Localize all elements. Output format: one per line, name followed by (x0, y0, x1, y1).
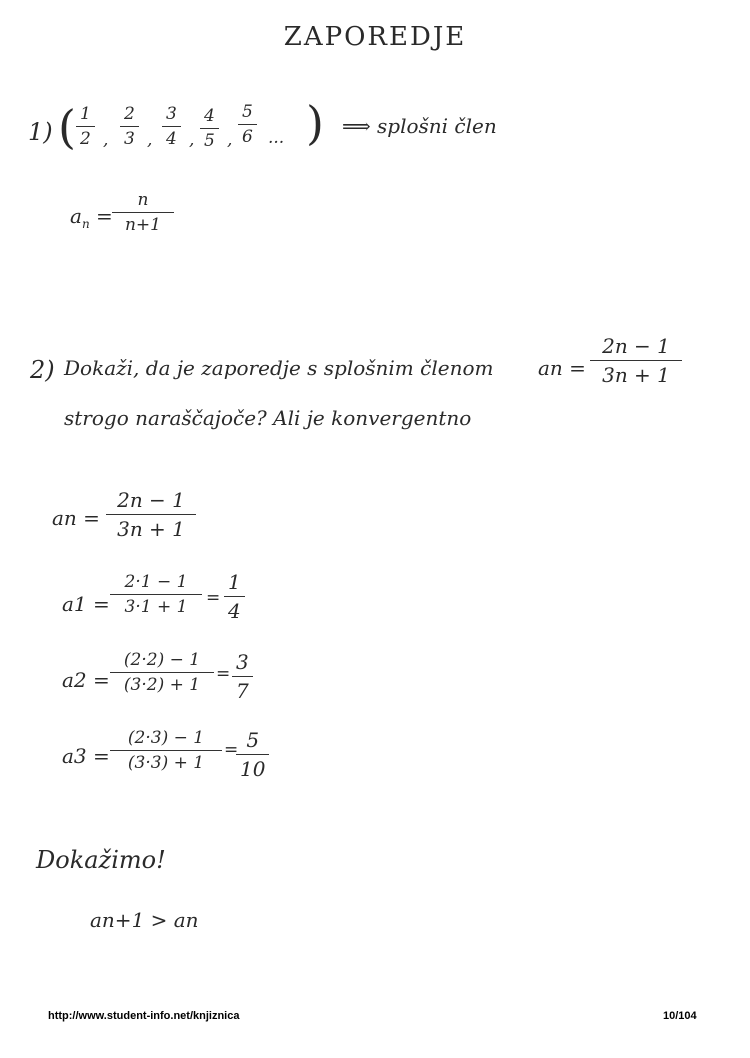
term1-result-den: 4 (228, 599, 241, 623)
arrow-general-term: ⟹ splošni člen (342, 114, 497, 138)
formula-lhs: an = (52, 506, 100, 530)
term1-fraction (110, 572, 202, 617)
seq-den-1: 2 (80, 129, 91, 149)
general-term-lhs: $a_n$ = (70, 204, 113, 231)
term1-num: 2·1 − 1 (110, 572, 202, 595)
seq-fraction-4 (200, 106, 219, 151)
term2-num: (2·2) − 1 (110, 650, 214, 673)
seq-num-2: 2 (120, 104, 139, 127)
term1-den: 3·1 + 1 (124, 597, 188, 617)
seq-den-5: 6 (242, 127, 253, 147)
problem2-an-num: 2n − 1 (590, 334, 682, 361)
term1-result (224, 570, 245, 623)
general-term-num: n (112, 190, 174, 213)
term2-result-num: 3 (232, 650, 253, 677)
problem2-an-den: 3n + 1 (602, 363, 670, 387)
problem2-line1: Dokaži, da je zaporedje s splošnim členom (64, 356, 494, 380)
page-title: ZAPOREDJE (283, 22, 467, 52)
term3-den: (3·3) + 1 (127, 753, 205, 773)
term2-fraction (110, 650, 214, 695)
seq-num-5: 5 (238, 102, 257, 125)
seq-den-3: 4 (166, 129, 177, 149)
term3-result-den: 10 (240, 757, 266, 781)
problem2-an-label: an = (538, 356, 586, 380)
problem2-line2: strogo naraščajoče? Ali je konvergentno (64, 406, 472, 430)
seq-num-1: 1 (76, 104, 95, 127)
comma-2: , (147, 130, 153, 150)
seq-fraction-2 (120, 104, 139, 149)
problem2-an-fraction (590, 334, 682, 387)
term2-den: (3·2) + 1 (123, 675, 201, 695)
seq-fraction-1 (76, 104, 95, 149)
formula-den: 3n + 1 (117, 517, 185, 541)
term2-result (232, 650, 253, 703)
seq-num-4: 4 (200, 106, 219, 129)
term3-lhs: a3 = (62, 744, 110, 768)
problem1-label: 1) (28, 118, 53, 146)
footer-url: http://www.student-info.net/knjiznica (48, 1010, 240, 1022)
seq-fraction-5 (238, 102, 257, 147)
ellipsis: ... (268, 128, 285, 148)
problem2-label: 2) (30, 356, 55, 384)
term3-fraction (110, 728, 222, 773)
open-paren: ( (58, 100, 76, 154)
formula-num: 2n − 1 (106, 488, 196, 515)
comma-1: , (103, 130, 109, 150)
seq-num-3: 3 (162, 104, 181, 127)
term3-result-num: 5 (236, 728, 269, 755)
comma-4: , (227, 130, 233, 150)
prove-label: Dokažimo! (36, 846, 166, 874)
seq-fraction-3 (162, 104, 181, 149)
term2-result-den: 7 (236, 679, 249, 703)
seq-den-2: 3 (124, 129, 135, 149)
comma-3: , (189, 130, 195, 150)
term1-eq: = (206, 588, 221, 608)
close-paren: ) (306, 96, 324, 150)
formula-fraction (106, 488, 196, 541)
term3-num: (2·3) − 1 (110, 728, 222, 751)
term2-eq: = (216, 664, 231, 684)
inequality: an+1 > an (90, 908, 199, 932)
term1-result-num: 1 (224, 570, 245, 597)
seq-den-4: 5 (204, 131, 215, 151)
term3-result (236, 728, 269, 781)
general-term-fraction (112, 190, 174, 235)
term3-eq: = (224, 740, 239, 760)
term1-lhs: a1 = (62, 592, 110, 616)
term2-lhs: a2 = (62, 668, 110, 692)
general-term-den: n+1 (124, 215, 161, 235)
footer-page-number: 10/104 (663, 1010, 697, 1022)
